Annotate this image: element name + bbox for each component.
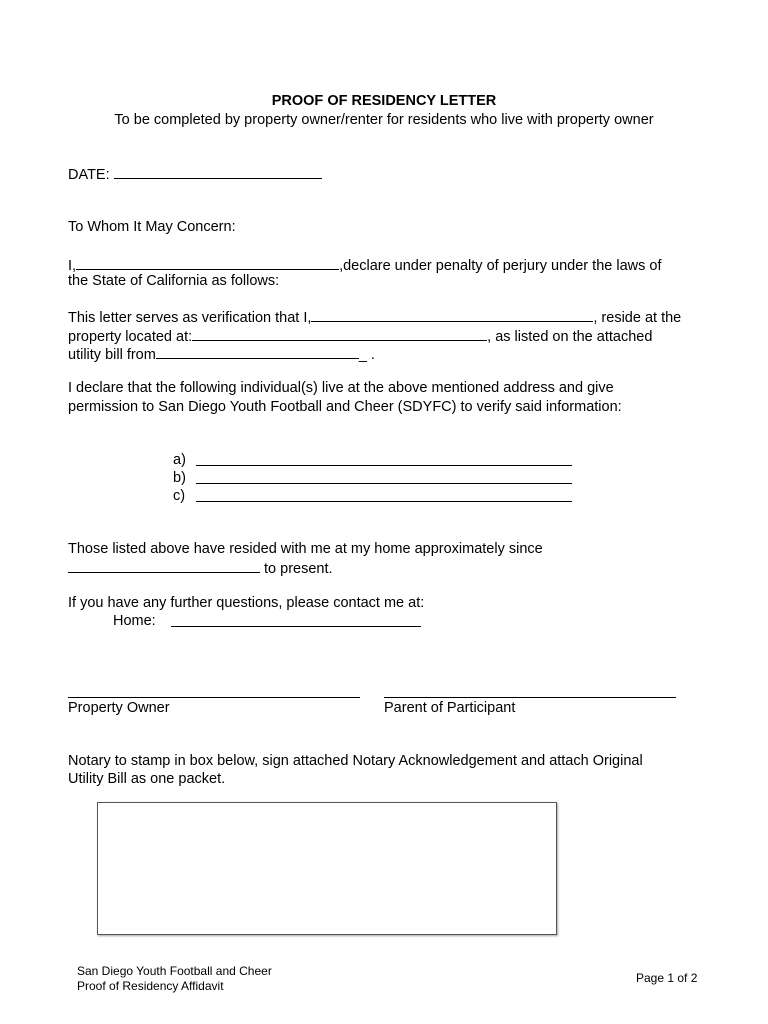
verification-line-3 [68, 344, 375, 364]
resident-name-line[interactable] [311, 307, 593, 322]
individual-line-b[interactable] [196, 483, 572, 484]
date-label: DATE: [68, 167, 110, 183]
parent-signature-label: Parent of Participant [384, 700, 516, 716]
footer-page: Page 1 of 2 [636, 971, 698, 985]
page-subtitle: To be completed by property owner/renter for residents who live with property owner [114, 112, 654, 128]
property-label: property located at: [68, 329, 193, 345]
resided-since-line[interactable] [68, 558, 260, 573]
owner-signature-line[interactable] [68, 697, 360, 698]
property-address-line[interactable] [192, 326, 487, 341]
verification-line-2 [68, 326, 652, 346]
verification-line-1 [68, 307, 681, 327]
individual-label-a: a) [173, 452, 186, 468]
date-field-line[interactable] [114, 164, 322, 179]
salutation: To Whom It May Concern: [68, 219, 236, 235]
notary-stamp-box [97, 802, 557, 935]
verification-prefix: This letter serves as verification that I, [68, 310, 312, 326]
resided-line-1: Those listed above have resided with me at my home approximately since [68, 541, 543, 557]
date-row [68, 164, 322, 184]
owner-signature-label: Property Owner [68, 700, 170, 716]
individual-line-c[interactable] [196, 501, 572, 502]
individual-label-b: b) [173, 470, 186, 486]
resided-suffix: to present. [260, 561, 333, 577]
home-label: Home: [113, 613, 156, 629]
footer-org: San Diego Youth Football and Cheer [77, 964, 272, 978]
verification-suffix: , reside at the [593, 310, 682, 326]
footer-doc: Proof of Residency Affidavit [77, 979, 224, 993]
declarant-name-line[interactable] [76, 255, 339, 270]
notary-instruction-1: Notary to stamp in box below, sign attached Notary Acknowledgement and attach Original [68, 753, 643, 769]
utility-label: utility bill from [68, 347, 156, 363]
declaration-line-2: the State of California as follows: [68, 273, 280, 289]
permission-line-1: I declare that the following individual(s) live at the above mentioned address and give [68, 380, 614, 396]
individual-line-a[interactable] [196, 465, 572, 466]
declaration-prefix: I, [68, 258, 77, 274]
home-phone-line[interactable] [171, 626, 421, 627]
resided-line-2 [68, 558, 333, 578]
utility-bill-line[interactable] [156, 344, 359, 359]
utility-suffix: _ . [358, 347, 375, 363]
parent-signature-line[interactable] [384, 697, 676, 698]
property-suffix: , as listed on the attached [487, 329, 653, 345]
permission-line-2: permission to San Diego Youth Football and Cheer (SDYFC) to verify said information: [68, 399, 622, 415]
declaration-suffix: ,declare under penalty of perjury under the laws of [339, 258, 662, 274]
notary-instruction-2: Utility Bill as one packet. [68, 771, 226, 787]
page-title: PROOF OF RESIDENCY LETTER [271, 93, 497, 109]
contact-line: If you have any further questions, please contact me at: [68, 595, 425, 611]
individual-label-c: c) [173, 488, 186, 504]
